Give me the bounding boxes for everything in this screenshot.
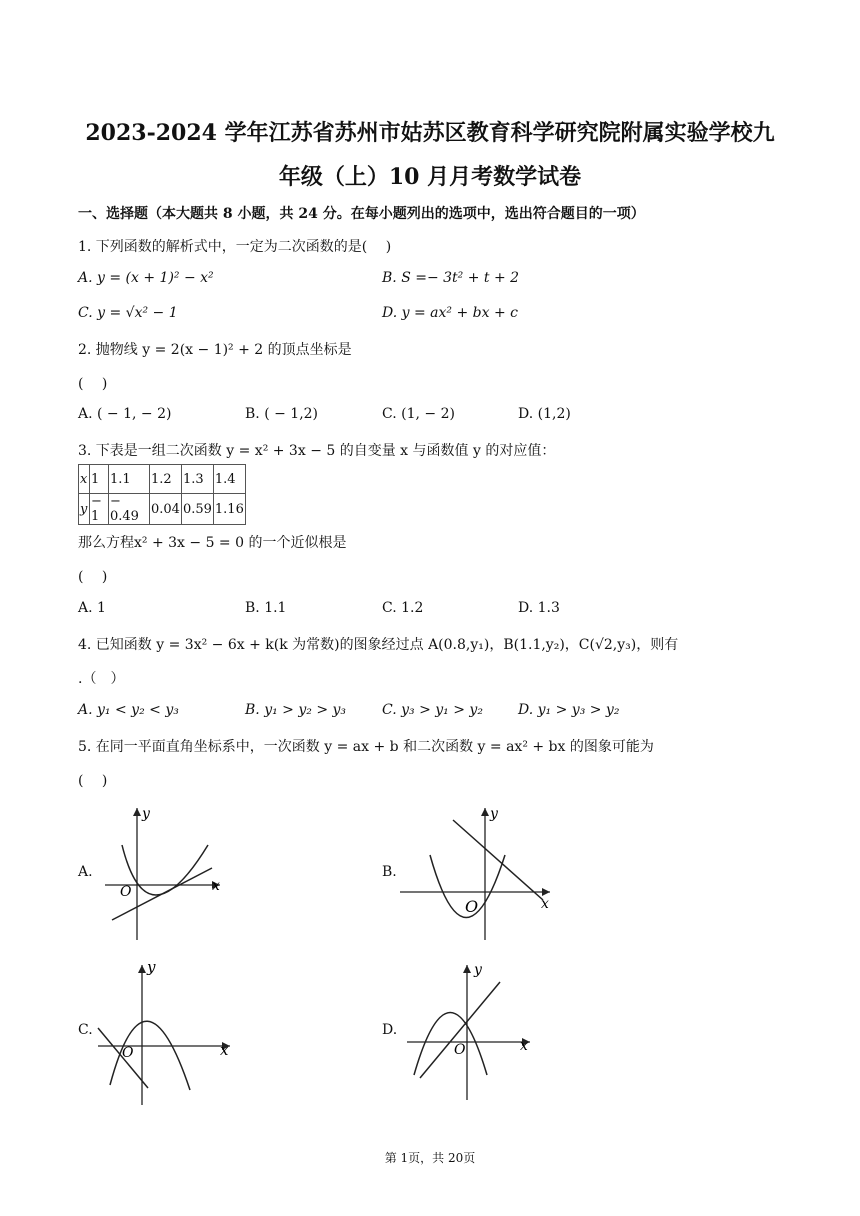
y-axis-label: y — [490, 806, 498, 822]
q2-option-b[interactable]: B. ( − 1,2) — [245, 406, 319, 422]
q2-stem: 2. 抛物线 y = 2(x − 1)² + 2 的顶点坐标是 — [78, 342, 352, 358]
q5-option-a-label[interactable]: A. — [78, 864, 93, 880]
x-axis-label: x — [541, 896, 549, 912]
q4-stem: 4. 已知函数 y = 3x² − 6x + k(k 为常数)的图象经过点 A(0.8,y₁)，B(1.1,y₂)，C(√2,y₃)，则有 — [78, 637, 679, 653]
q5-paren: ( ) — [78, 773, 108, 789]
table-cell: y — [79, 494, 90, 525]
table-cell: 1.3 — [181, 465, 213, 494]
q5-option-d-label[interactable]: D. — [382, 1022, 398, 1038]
q5-graph-c[interactable] — [90, 960, 235, 1110]
section-heading: 一、选择题（本大题共 8 小题，共 24 分。在每小题列出的选项中，选出符合题目的一项） — [78, 206, 645, 222]
x-axis-label: x — [212, 878, 220, 894]
line-graph — [453, 820, 543, 900]
q1-stem: 1. 下列函数的解析式中，一定为二次函数的是( ) — [78, 239, 392, 255]
y-axis-label: y — [142, 806, 150, 822]
q2-option-a[interactable]: A. ( − 1, − 2) — [78, 406, 172, 422]
q3-option-d[interactable]: D. 1.3 — [518, 600, 560, 616]
q2-paren: ( ) — [78, 376, 108, 392]
q3-option-a[interactable]: A. 1 — [78, 600, 106, 616]
y-axis-label: y — [474, 962, 482, 978]
q5-option-c-label[interactable]: C. — [78, 1022, 93, 1038]
y-axis-arrow-icon — [138, 965, 146, 973]
table-cell: 1.1 — [109, 465, 150, 494]
q5-graph-d[interactable] — [402, 960, 537, 1105]
table-cell: 0.59 — [181, 494, 213, 525]
q5-graph-b[interactable] — [395, 800, 560, 945]
origin-label: O — [465, 897, 479, 916]
parabola-curve — [122, 845, 208, 895]
paper-title-line1: 2023-2024 学年江苏省苏州市姑苏区教育科学研究院附属实验学校九 — [85, 120, 775, 146]
paper-title-line2: 年级（上）10 月月考数学试卷 — [278, 164, 582, 190]
q2-option-c[interactable]: C. (1, − 2) — [382, 406, 455, 422]
q5-stem: 5. 在同一平面直角坐标系中，一次函数 y = ax + b 和二次函数 y = ax² + bx 的图象可能为 — [78, 739, 654, 755]
table-cell: 1 — [90, 465, 109, 494]
origin-label: O — [122, 1045, 134, 1061]
x-axis-label: x — [520, 1038, 528, 1054]
q4-option-c[interactable]: C. y₃ > y₁ > y₂ — [382, 702, 483, 718]
parabola-curve — [414, 1013, 487, 1076]
q4-paren: .（ ） — [78, 671, 125, 687]
table-cell: 0.04 — [150, 494, 182, 525]
x-axis-label: x — [220, 1041, 229, 1059]
q4-option-b[interactable]: B. y₁ > y₂ > y₃ — [245, 702, 347, 718]
origin-label: O — [454, 1042, 466, 1058]
q3-value-table — [78, 464, 246, 525]
table-row — [79, 465, 246, 494]
y-axis-arrow-icon — [463, 965, 471, 973]
y-axis-arrow-icon — [133, 808, 141, 816]
q5-option-b-label[interactable]: B. — [382, 864, 397, 880]
table-cell: − 1 — [90, 494, 109, 525]
origin-label: O — [120, 884, 132, 900]
q2-option-d[interactable]: D. (1,2) — [518, 406, 571, 422]
table-cell: − 0.49 — [109, 494, 150, 525]
q1-option-d[interactable]: D. y = ax² + bx + c — [382, 305, 518, 321]
table-cell: x — [79, 465, 90, 494]
q1-option-a[interactable]: A. y = (x + 1)² − x² — [78, 270, 214, 286]
q4-option-a[interactable]: A. y₁ < y₂ < y₃ — [78, 702, 179, 718]
table-cell: 1.2 — [150, 465, 182, 494]
table-cell: 1.4 — [213, 465, 245, 494]
table-cell: 1.16 — [213, 494, 245, 525]
q3-paren: ( ) — [78, 569, 108, 585]
table-row — [79, 494, 246, 525]
q1-option-c[interactable]: C. y = √x² − 1 — [78, 305, 178, 321]
q3-option-b[interactable]: B. 1.1 — [245, 600, 287, 616]
q1-option-b[interactable]: B. S =− 3t² + t + 2 — [382, 270, 520, 286]
x-axis-arrow-icon — [542, 888, 550, 896]
y-axis-label: y — [147, 960, 156, 976]
q4-option-d[interactable]: D. y₁ > y₃ > y₂ — [518, 702, 620, 718]
q3-option-c[interactable]: C. 1.2 — [382, 600, 424, 616]
page-footer: 第 1页，共 20页 — [384, 1151, 476, 1165]
q3-stem: 3. 下表是一组二次函数 y = x² + 3x − 5 的自变量 x 与函数值 y 的对应值： — [78, 443, 556, 459]
q5-graph-a[interactable] — [100, 800, 230, 950]
line-graph — [420, 982, 500, 1078]
y-axis-arrow-icon — [481, 808, 489, 816]
q3-followup: 那么方程x² + 3x − 5 = 0 的一个近似根是 — [78, 535, 347, 551]
